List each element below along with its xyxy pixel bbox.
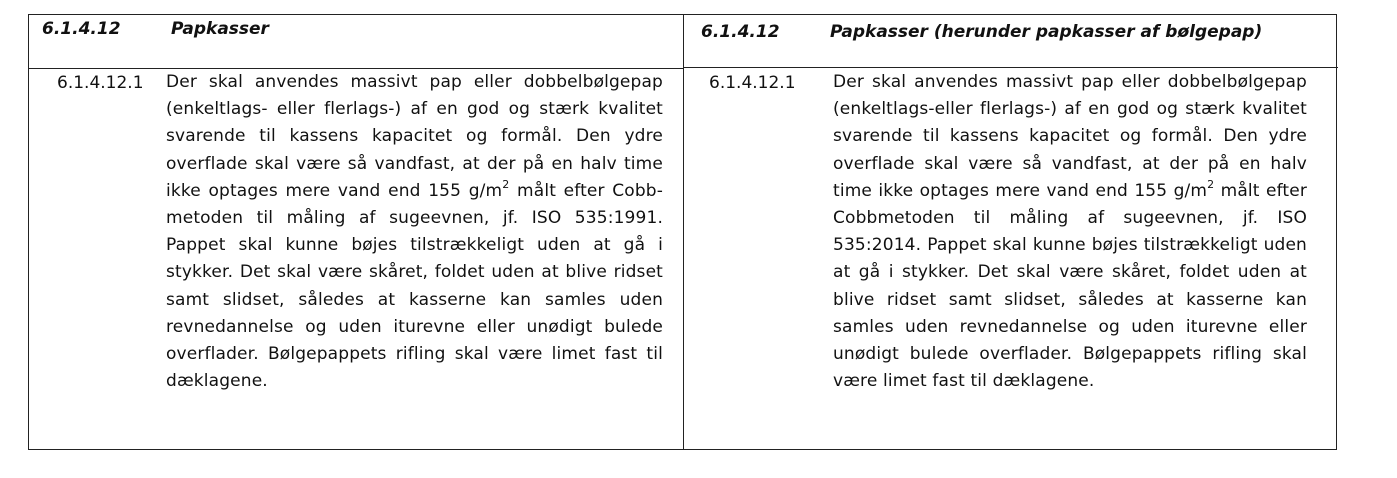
left-superscript: 2 — [502, 178, 510, 192]
left-text-before: Der skal anvendes massivt pap eller dobbelbølgepap (enkeltlags- eller flerlags-) af en god og stærk kvalitet svarende til kassens kapacitet og formål. Den ydre overflade skal være så vandfast, at der på en halv time ikke optages mere vand end 155 g/m — [166, 72, 663, 201]
left-subsection-number: 6.1.4.12.1 — [57, 73, 144, 93]
left-section-number: 6.1.4.12 — [42, 19, 121, 39]
right-section-title: Papkasser (herunder papkasser af bølgepap) — [830, 22, 1263, 42]
right-subsection-number: 6.1.4.12.1 — [709, 73, 796, 93]
left-text-after: målt efter Cobb- metoden til måling af sugeevnen, jf. ISO 535:1991. Pappet skal kunne bøjes tilstrækkeligt uden at gå i stykker. Det skal være skåret, foldet uden at blive ridset samt slidset, således at kasserne kan samles uden revnedannelse og uden iturevne eller unødigt bulede overflader. Bølgepappets rifling skal være limet fast til dæklagene. — [166, 180, 663, 392]
right-section-number: 6.1.4.12 — [701, 22, 780, 42]
column-divider — [683, 15, 684, 449]
right-text-after: målt efter Cobbmetoden til måling af sugeevnen, jf. ISO 535:2014. Pappet skal kunne bøjes tilstrækkeligt uden at gå i stykker. Det skal være skåret, foldet uden at blive ridset samt slidset, således at kasserne kan samles uden revnedannelse og uden iturevne eller unødigt bulede overflader. Bølgepappets rifling skal være limet fast til dæklagene. — [833, 180, 1307, 392]
right-header-divider — [684, 67, 1338, 68]
right-paragraph — [833, 69, 1307, 395]
comparison-table — [28, 14, 1337, 450]
right-superscript: 2 — [1207, 178, 1215, 192]
right-text-before: Der skal anvendes massivt pap eller dobbelbølgepap (enkeltlags-eller flerlags-) af en god og stærk kvalitet svarende til kassens kapacitet og formål. Den ydre overflade skal være så vandfast, at der på en halv time ikke optages mere vand end 155 g/m — [833, 72, 1307, 201]
left-paragraph — [166, 69, 663, 395]
left-section-title: Papkasser — [171, 19, 269, 39]
